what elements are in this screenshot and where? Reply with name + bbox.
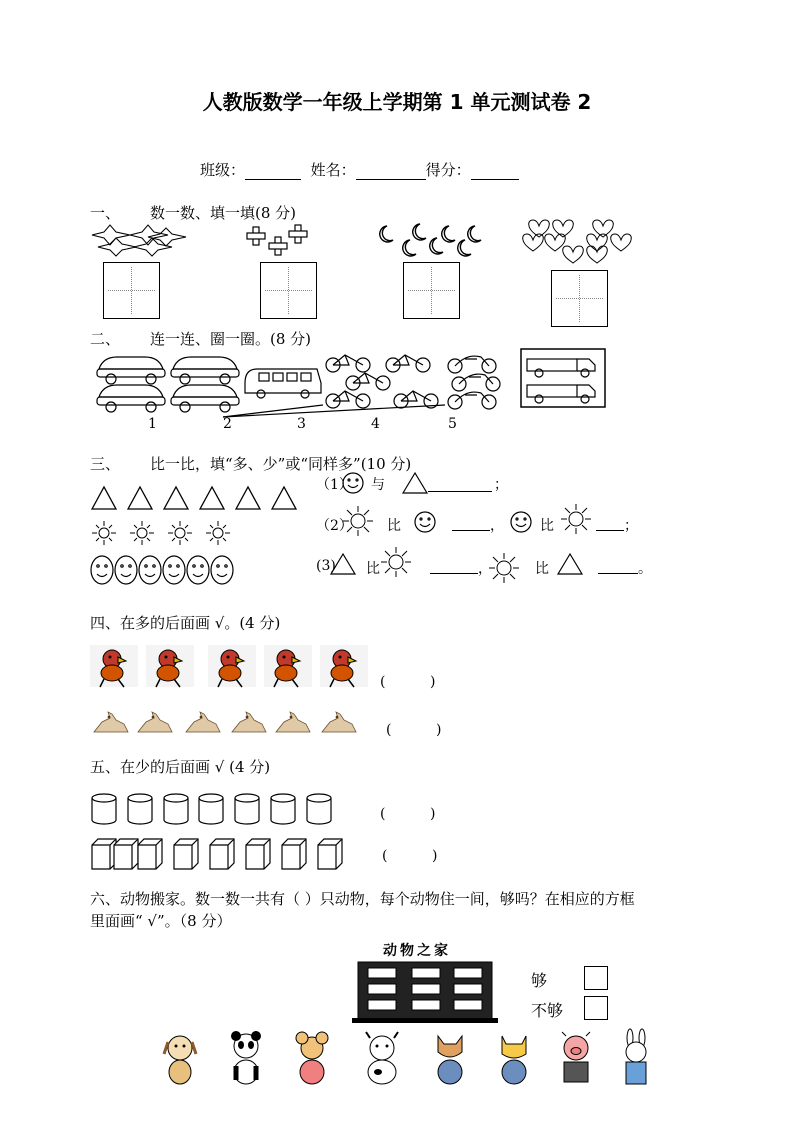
section-3-heading (90, 453, 411, 474)
animals-picture (160, 1030, 660, 1088)
number-5: 5 (448, 416, 457, 432)
sun-icon (560, 503, 592, 535)
q3-bi-2: 比 (535, 561, 549, 577)
q2-number: （2） (316, 518, 353, 534)
score-label: 得分： (425, 161, 471, 179)
car-icon (97, 357, 165, 384)
section-3-text: 比一比，填“多、少”或“同样多”(10 分) (150, 455, 412, 473)
cats-picture (90, 706, 365, 736)
cylinder-icon (92, 794, 116, 824)
score-blank[interactable] (471, 179, 519, 180)
q3-number: (3) (316, 558, 336, 574)
cylinders-picture (90, 792, 340, 826)
class-label: 班级： (200, 161, 246, 179)
four-point-stars-icon (90, 223, 190, 258)
crescent-moons-icon (375, 222, 480, 258)
section-5-heading: 五、在少的后面画 √ (4 分) (90, 758, 271, 776)
section-4-heading: 四、在多的后面画 √。(4 分) (90, 614, 281, 632)
answer-box-2[interactable] (260, 262, 317, 319)
pig-icon (562, 1032, 590, 1082)
enough-label: 够 (531, 971, 548, 990)
section-4-answer-parens-1[interactable]: ( ) (380, 674, 436, 690)
smiley-face-icon (414, 511, 436, 533)
panda-icon (231, 1031, 261, 1084)
q2-answer-blank-2[interactable] (596, 513, 624, 531)
section-6-line-2: 里面画“ √”。（8 分） (90, 912, 232, 930)
triangle-icon (330, 553, 356, 575)
rabbit-icon (626, 1029, 646, 1084)
enough-checkbox[interactable] (584, 966, 608, 990)
answer-box-3[interactable] (403, 262, 460, 319)
q2-end: ； (624, 518, 638, 534)
cubes-picture (90, 833, 350, 869)
building-title: 动物之家 (383, 943, 451, 959)
dog-icon (164, 1036, 196, 1084)
smiley-face-icon (510, 511, 532, 533)
q2-comma: ， (490, 518, 504, 534)
animal-house-building (352, 958, 498, 1024)
q1-yu: 与 (371, 477, 385, 493)
q2-answer-blank-1[interactable] (452, 513, 490, 531)
name-label: 姓名： (310, 161, 356, 179)
section-5-answer-parens-2[interactable]: ( ) (382, 848, 438, 864)
q1-answer-blank[interactable] (428, 474, 492, 492)
section-1-number: 一、 (90, 204, 121, 222)
q3-comma: ， (478, 561, 492, 577)
q2-bi-2: 比 (540, 518, 554, 534)
q3-answer-blank-2[interactable] (598, 556, 638, 574)
mouse-icon (296, 1032, 328, 1084)
sun-icon (488, 552, 520, 584)
section-4-answer-parens-2[interactable]: ( ) (386, 722, 442, 738)
section-2-heading (90, 328, 311, 349)
smiley-face-icon (342, 472, 364, 494)
section-3-number: 三、 (90, 455, 121, 473)
section-5-answer-parens-1[interactable]: ( ) (380, 806, 436, 822)
sun-icon (342, 505, 374, 537)
name-blank[interactable] (356, 179, 426, 180)
q2-bi-1: 比 (387, 518, 401, 534)
parrots-picture (90, 645, 370, 689)
q3-bi-1: 比 (366, 561, 380, 577)
parrot-icon (90, 645, 138, 687)
answer-box-4[interactable] (551, 270, 608, 327)
number-4: 4 (371, 416, 380, 432)
student-info-line (200, 159, 519, 180)
q3-end: 。 (638, 561, 652, 577)
cross-flowers-icon (246, 226, 326, 258)
hearts-icon (521, 218, 633, 264)
cat-icon (502, 1036, 526, 1084)
cube-icon (92, 839, 116, 869)
section-2-number: 二、 (90, 330, 121, 348)
not-enough-checkbox[interactable] (584, 996, 608, 1020)
page-title: 人教版数学一年级上学期第 1 单元测试卷 2 (202, 90, 592, 114)
number-3: 3 (297, 416, 306, 432)
number-1: 1 (148, 416, 157, 432)
class-blank[interactable] (245, 179, 301, 180)
sun-icon (380, 546, 412, 578)
vehicles-picture (95, 349, 610, 429)
section-1-text: 数一数、填一填(8 分) (150, 204, 297, 222)
section-1-heading (90, 202, 296, 223)
q3-answer-blank-1[interactable] (430, 556, 478, 574)
fox-icon (438, 1036, 462, 1084)
triangle-icon (402, 472, 428, 494)
not-enough-label: 不够 (531, 1001, 564, 1020)
triangle-icon (557, 553, 583, 575)
cat-icon (94, 712, 128, 732)
q1-end: ； (494, 477, 508, 493)
section-2-text: 连一连、圈一圈。(8 分) (150, 330, 312, 348)
q1-number: （1） (316, 477, 353, 493)
cow-icon (366, 1032, 398, 1084)
section-6-line-1: 六、动物搬家。数一数一共有（ ）只动物，每个动物住一间，够吗？在相应的方框 (90, 890, 635, 908)
number-2: 2 (223, 416, 232, 432)
answer-box-1[interactable] (103, 262, 160, 319)
shapes-comparison-picture (90, 485, 305, 585)
